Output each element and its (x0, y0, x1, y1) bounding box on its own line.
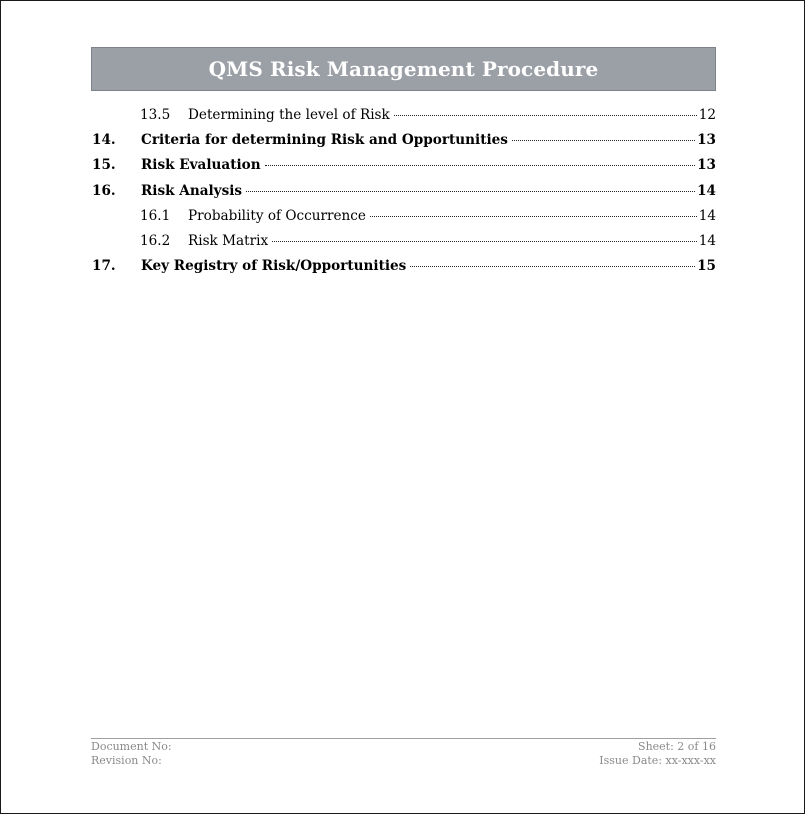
sheet-number: Sheet: 2 of 16 (638, 740, 716, 753)
toc-entry[interactable] (91, 233, 716, 258)
issue-date: Issue Date: xx-xxx-xx (599, 754, 716, 767)
toc-entry-label: Determining the level of Risk (188, 107, 390, 123)
toc-entry-number: 14. (92, 132, 116, 149)
revision-number-label: Revision No: (91, 754, 162, 767)
toc-entry[interactable] (91, 107, 716, 132)
toc-entry-label: Risk Matrix (188, 232, 269, 249)
toc-entry-label: Probability of Occurrence (188, 207, 366, 224)
toc-entry-number: 15. (92, 157, 116, 174)
toc-entry[interactable] (91, 183, 716, 208)
toc-dot-leader (410, 266, 695, 267)
toc-dot-leader (512, 140, 695, 141)
toc-dot-leader (246, 191, 695, 192)
toc-entry-page: 13 (697, 157, 716, 174)
toc-entry-page: 15 (697, 258, 716, 275)
toc-entry-page: 14 (698, 232, 716, 249)
toc-dot-leader (394, 115, 697, 116)
document-footer (91, 738, 716, 768)
toc-entry-number: 16.2 (140, 232, 171, 249)
document-number-label: Document No: (91, 740, 172, 753)
toc-entry-label: Key Registry of Risk/Opportunities (141, 258, 407, 275)
toc-entry-page: 12 (698, 107, 716, 123)
toc-entry[interactable] (91, 157, 716, 182)
toc-entry[interactable] (91, 258, 716, 283)
toc-entry[interactable] (91, 208, 716, 233)
toc-entry[interactable] (91, 132, 716, 157)
toc-entry-label: Risk Evaluation (141, 157, 261, 174)
toc-dot-leader (272, 241, 697, 242)
toc-entry-number: 16. (92, 182, 116, 199)
toc-entry-number: 17. (92, 258, 116, 275)
document-header (91, 47, 716, 91)
toc-entry-page: 13 (697, 132, 716, 149)
toc-entry-page: 14 (697, 182, 716, 199)
document-title: QMS Risk Management Procedure (208, 57, 599, 81)
toc-entry-page: 14 (698, 207, 716, 224)
toc-dot-leader (265, 165, 695, 166)
toc-entry-number: 16.1 (140, 207, 171, 224)
toc-dot-leader (370, 216, 697, 217)
toc-entry-label: Risk Analysis (141, 182, 243, 199)
toc-entry-label: Criteria for determining Risk and Opportunities (141, 132, 508, 149)
table-of-contents (91, 107, 716, 283)
toc-entry-number: 13.5 (140, 107, 171, 123)
